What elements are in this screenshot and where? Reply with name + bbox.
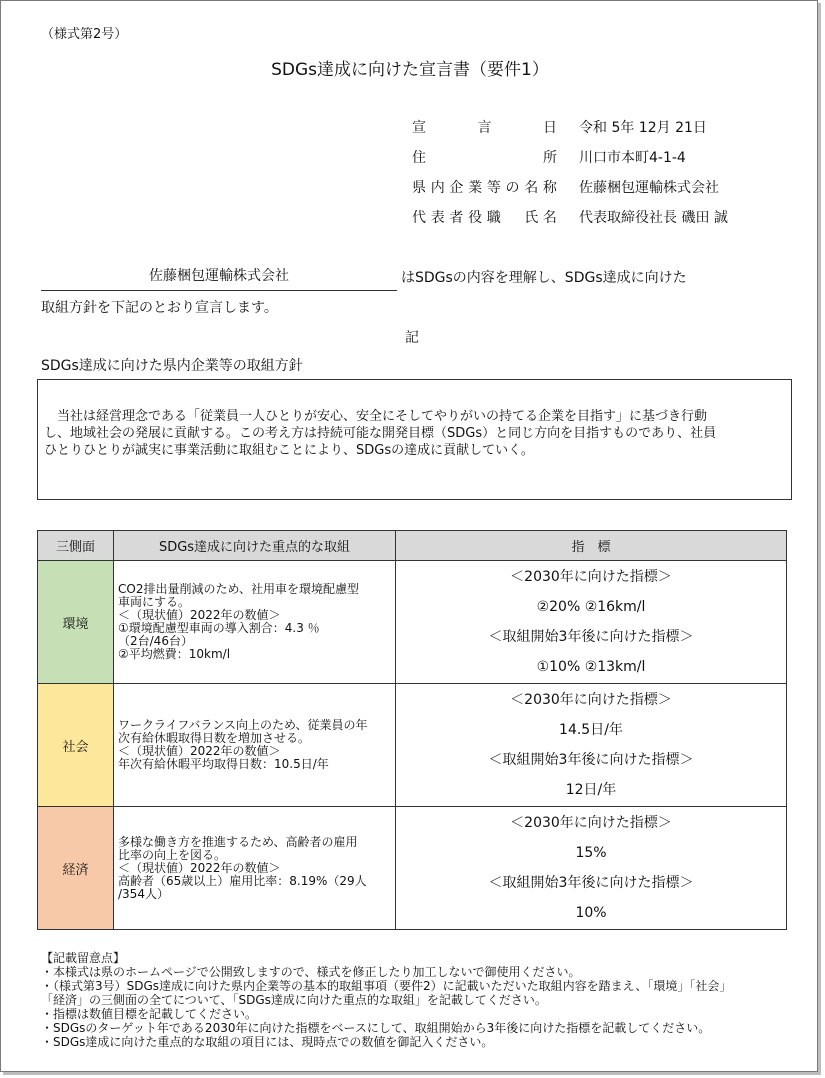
- note-item: 「経済」の三側面の全てについて、「SDGs達成に向けた重点的な取組」を記載してください。: [41, 993, 547, 1007]
- policy-line: し、地域社会の発展に貢献する。この考え方は持続可能な開発目標（SDGs）と同じ方向を目指すものであり、社員: [44, 426, 717, 441]
- policy-heading: SDGs達成に向けた県内企業等の取組方針: [41, 358, 303, 374]
- aspect-environment: 環境: [38, 561, 114, 684]
- declaration-line-1: はSDGsの内容を理解し、SDGs達成に向けた: [401, 270, 687, 286]
- declaration-date: 令和 5年 12月 21日: [579, 120, 707, 136]
- aspect-society: 社会: [38, 684, 114, 807]
- note-item: ・本様式は県のホームページで公開致しますので、様式を修正したり加工しないで御使用ください。: [41, 965, 581, 979]
- note-item: ・指標は数値目標を記載してください。: [41, 1007, 258, 1021]
- note-item: ・SDGs達成に向けた重点的な取組の項目には、現時点での数値を御記入ください。: [41, 1035, 494, 1049]
- policy-line: 当社は経営理念である「従業員一人ひとりが安心、安全にそしてやりがいの持てる企業を目指す」に基づき行動: [44, 409, 708, 424]
- action-cell: ワークライフバランス向上のため、従業員の年 次有給休暇取得日数を増加させる。 ＜（現状値）2022年の数値＞ 年次有給休暇平均取得日数：10.5日/年: [114, 684, 396, 807]
- company-name-label: 県 内 企 業 等 の 名 称: [412, 180, 557, 196]
- address-label: 住 所: [412, 150, 557, 166]
- aspect-economy: 経済: [38, 807, 114, 930]
- action-cell: CO2排出量削減のため、社用車を環境配慮型 車両にする。 ＜（現状値）2022年の数値＞ ①環境配慮型車両の導入割合：4.3 ％ （2台/46台） ②平均燃費：10km/l: [114, 561, 396, 684]
- representative-value: 代表取締役社長 磯田 誠: [579, 210, 728, 226]
- action-cell: 多様な働き方を推進するため、高齢者の雇用 比率の向上を図る。 ＜（現状値）2022年の数値＞ 高齢者（65歳以上）雇用比率：8.19%（29人 /354人）: [114, 807, 396, 930]
- representative-label: 代 表 者 役 職 氏 名: [412, 210, 557, 226]
- policy-line: ひとりひとりが誠実に事業活動に取組むことにより、SDGsの達成に貢献していく。: [44, 443, 534, 458]
- note-item: ・SDGsのターゲット年である2030年に向けた指標をベースにして、取組開始から3年後に向けた指標を記載してください。: [41, 1021, 711, 1035]
- header-action: SDGs達成に向けた重点的な取組: [114, 531, 396, 561]
- declaring-company: 佐藤梱包運輸株式会社: [41, 265, 397, 291]
- address-value: 川口市本町4-1-4: [579, 150, 686, 166]
- sdgs-table: [37, 530, 787, 930]
- document-title: SDGs達成に向けた宣言書（要件1）: [271, 60, 549, 80]
- indicator-cell: ＜2030年に向けた指標＞ 14.5日/年 ＜取組開始3年後に向けた指標＞ 12日/年: [396, 684, 787, 807]
- table-row: [38, 561, 787, 684]
- company-name-value: 佐藤梱包運輸株式会社: [579, 180, 719, 196]
- table-row: [38, 684, 787, 807]
- form-number: （様式第2号）: [41, 27, 128, 42]
- notes-section: [41, 951, 801, 1049]
- indicator-cell: ＜2030年に向けた指標＞ ②20% ②16km/l ＜取組開始3年後に向けた指標＞ ①10% ②13km/l: [396, 561, 787, 684]
- table-header-row: [38, 531, 787, 561]
- header-indicator: 指 標: [396, 531, 787, 561]
- header-aspect: 三側面: [38, 531, 114, 561]
- ki-mark: 記: [405, 330, 419, 346]
- date-label: 宣 言 日: [412, 120, 557, 136]
- note-item: ・（様式第3号）SDGs達成に向けた県内企業等の基本的取組事項（要件2）に記載いただいた取組内容を踏まえ、「環境」「社会」: [41, 979, 732, 993]
- notes-heading: 【記載留意点】: [41, 951, 126, 965]
- declaration-line-2: 取組方針を下記のとおり宣言します。: [41, 300, 278, 316]
- table-row: [38, 807, 787, 930]
- indicator-cell: ＜2030年に向けた指標＞ 15% ＜取組開始3年後に向けた指標＞ 10%: [396, 807, 787, 930]
- policy-box: [37, 379, 792, 500]
